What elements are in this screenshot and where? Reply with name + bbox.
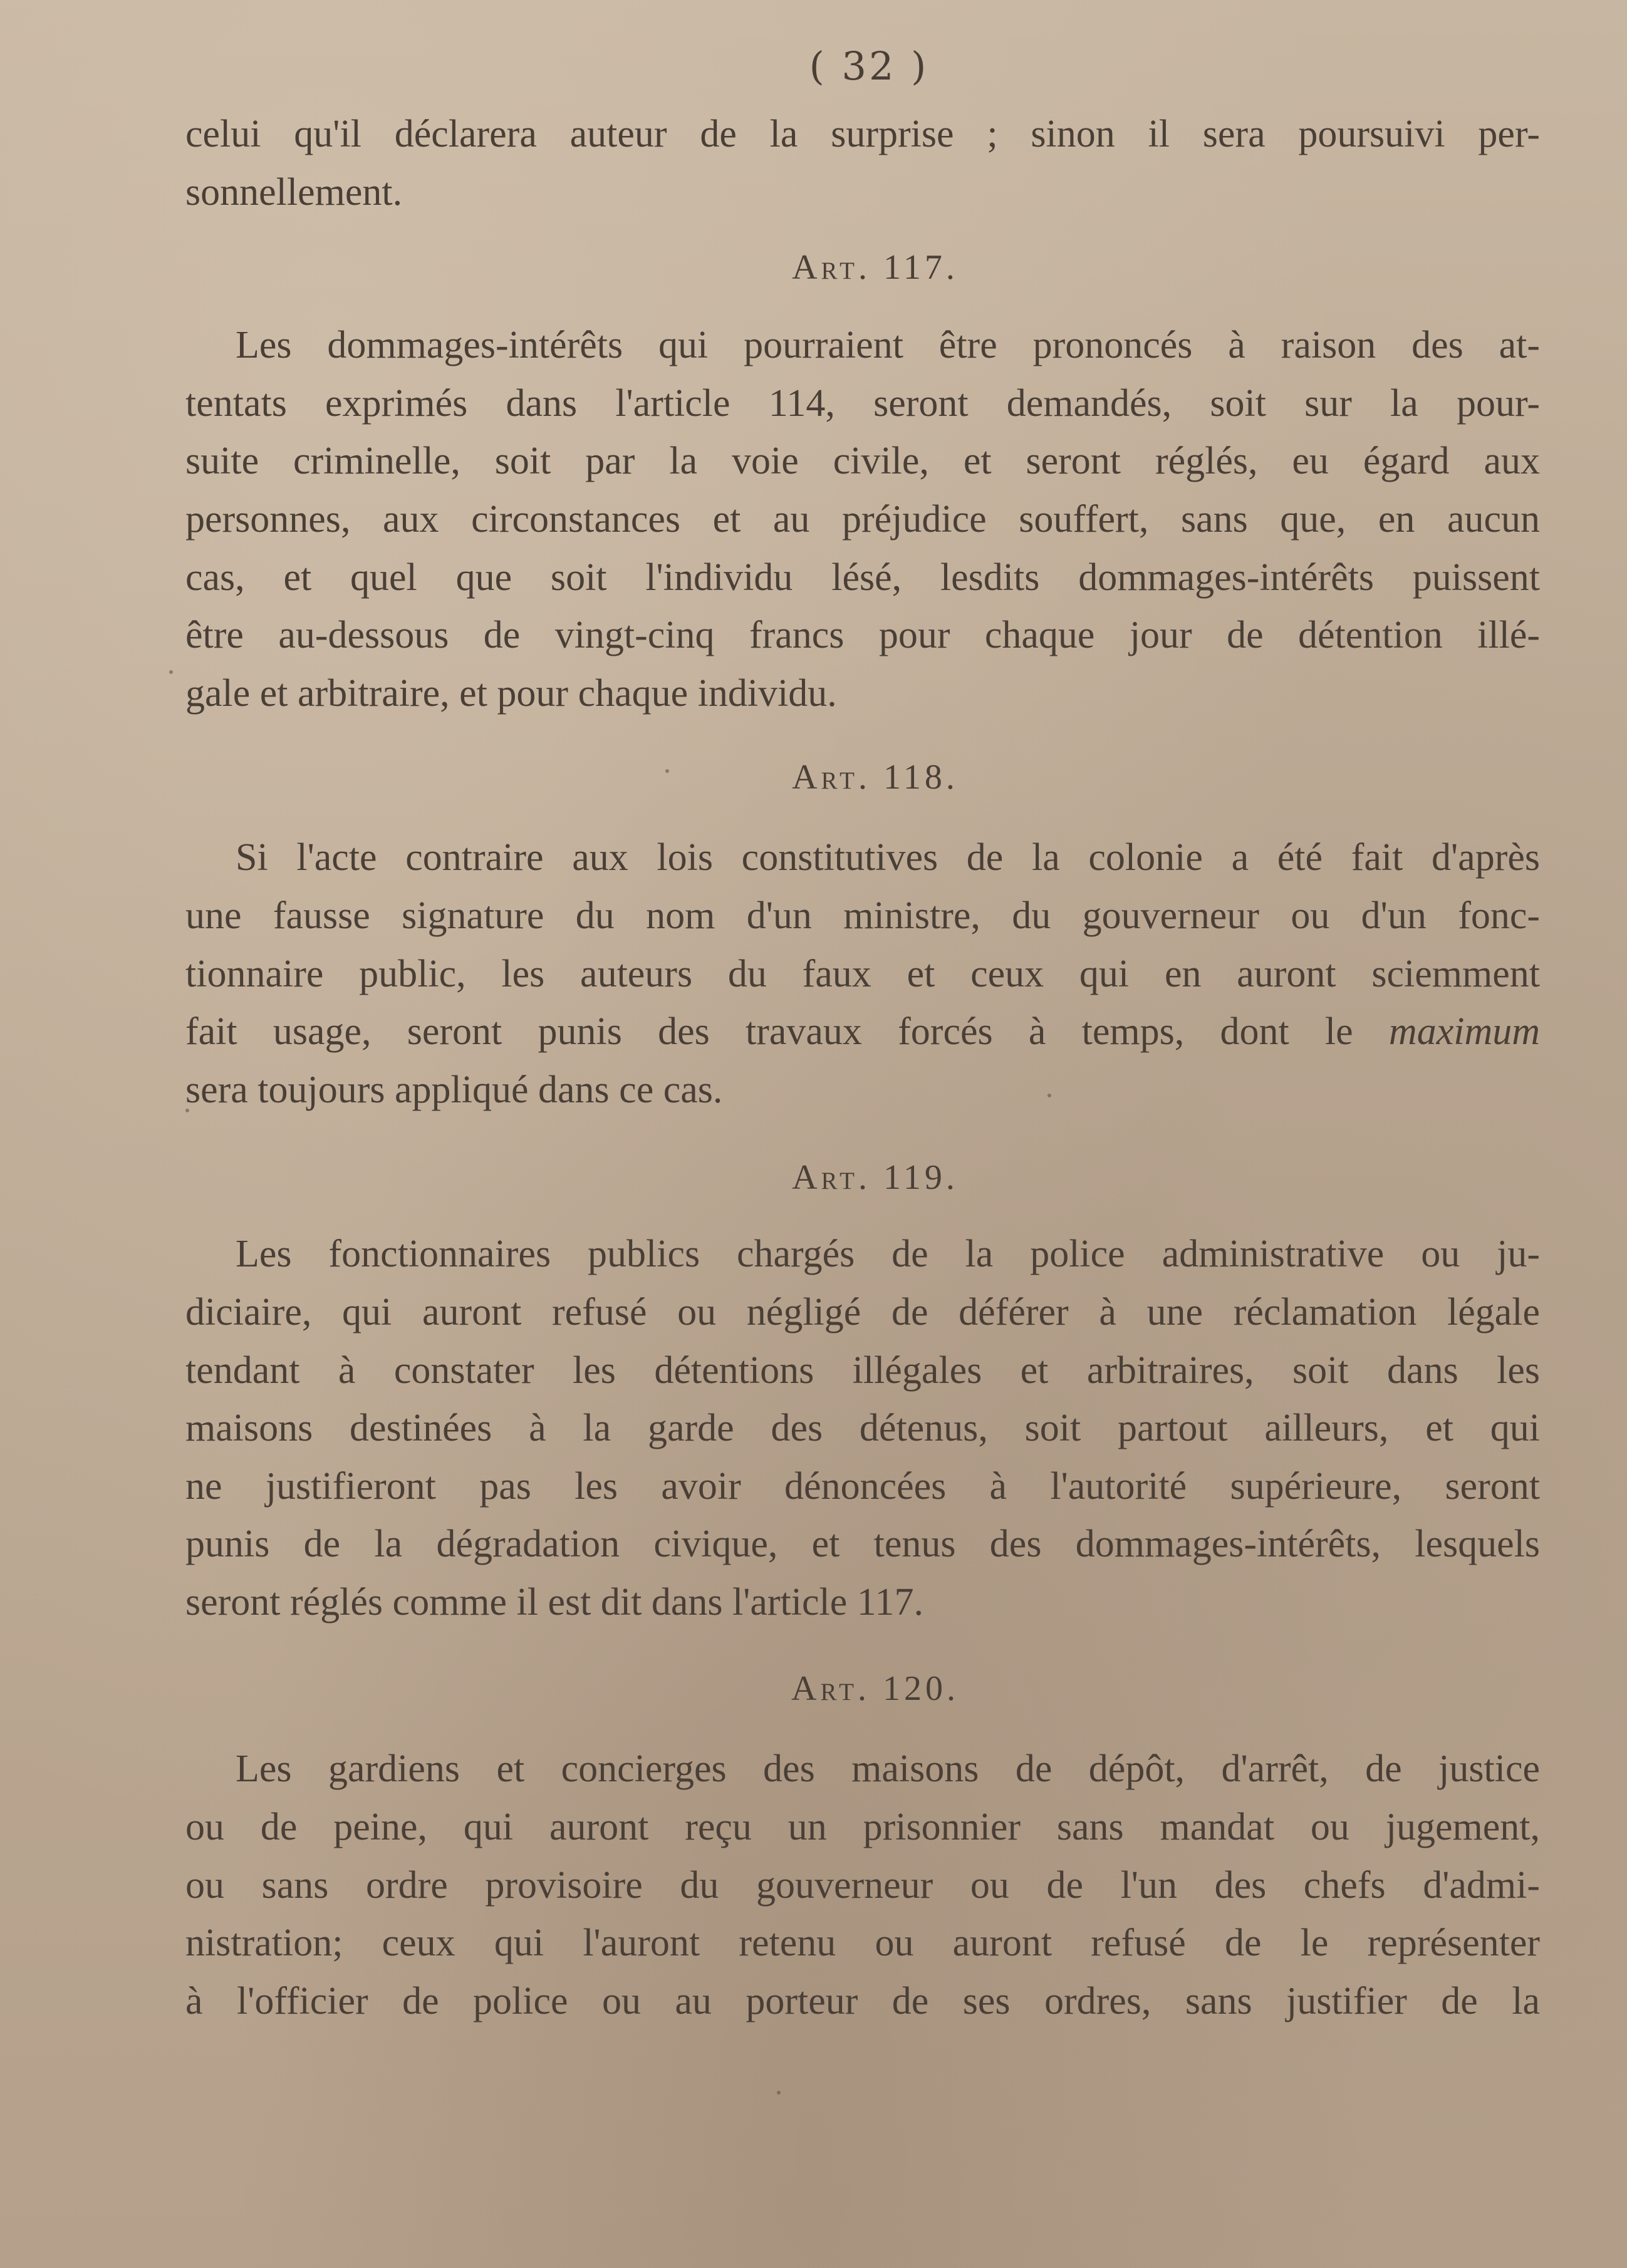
italic-word: maximum xyxy=(1388,1010,1540,1054)
text-line: tentats exprimés dans l'article 114, seront demandés, soit sur la pour- xyxy=(185,381,1540,425)
article-118-text xyxy=(185,829,1540,1119)
ink-speck xyxy=(169,670,173,674)
text-line: seront réglés comme il est dit dans l'article 117. xyxy=(185,1580,923,1623)
text-line: sera toujours appliqué dans ce cas. xyxy=(185,1068,723,1111)
text-line: nistration; ceux qui l'auront retenu ou auront refusé de le représenter xyxy=(185,1922,1540,1965)
text-line: une fausse signature du nom d'un ministre, du gouverneur ou d'un fonc- xyxy=(185,894,1540,937)
ink-speck xyxy=(777,2091,781,2095)
text-line: ne justifieront pas les avoir dénoncées à l'autorité supérieure, seront xyxy=(185,1464,1540,1508)
text-line: Les fonctionnaires publics chargés de la police administrative ou ju- xyxy=(236,1233,1540,1276)
text-line: gale et arbitraire, et pour chaque individu. xyxy=(185,671,837,715)
continuation-paragraph xyxy=(185,105,1540,221)
article-heading-118: Art. 118. xyxy=(792,758,959,797)
article-heading-117: Art. 117. xyxy=(792,248,959,287)
text-line: Les dommages-intérêts qui pourraient être prononcés à raison des at- xyxy=(236,324,1540,367)
text-line: Si l'acte contraire aux lois constitutives de la colonie a été fait d'après xyxy=(236,836,1540,879)
article-119-text xyxy=(185,1225,1540,1631)
text-line: être au-dessous de vingt-cinq francs pour chaque jour de détention illé- xyxy=(185,614,1540,657)
text-line: à l'officier de police ou au porteur de ses ordres, sans justifier de la xyxy=(185,1979,1540,2022)
text-fragment: fait usage, seront punis des travaux forcés à temps, dont le xyxy=(185,1010,1353,1054)
article-heading-120: Art. 120. xyxy=(791,1669,959,1709)
text-line: personnes, aux circonstances et au préjudice souffert, sans que, en aucun xyxy=(185,497,1540,541)
text-line: cas, et quel que soit l'individu lésé, lesdits dommages-intérêts puissent xyxy=(185,556,1540,599)
text-line: celui qu'il déclarera auteur de la surprise ; sinon il sera poursuivi per- xyxy=(185,113,1540,155)
text-line: tendant à constater les détentions illégales et arbitraires, soit dans les xyxy=(185,1349,1540,1392)
article-heading-119: Art. 119. xyxy=(792,1158,959,1198)
text-line: maisons destinées à la garde des détenus, soit partout ailleurs, et qui xyxy=(185,1407,1540,1450)
text-line: ou de peine, qui auront reçu un prisonnier sans mandat ou jugement, xyxy=(185,1806,1540,1849)
text-line: tionnaire public, les auteurs du faux et ceux qui en auront sciemment xyxy=(185,952,1540,995)
text-line: diciaire, qui auront refusé ou négligé de déférer à une réclamation légale xyxy=(185,1290,1540,1333)
text-line: ou sans ordre provisoire du gouverneur ou de l'un des chefs d'admi- xyxy=(185,1863,1540,1907)
text-line-with-italic xyxy=(185,1003,1540,1061)
text-line: Les gardiens et concierges des maisons de dépôt, d'arrêt, de justice xyxy=(236,1748,1540,1791)
text-line: sonnellement. xyxy=(185,170,403,214)
text-line: punis de la dégradation civique, et tenus des dommages-intérêts, lesquels xyxy=(185,1523,1540,1566)
page-number: ( 32 ) xyxy=(809,43,929,89)
text-line: suite criminelle, soit par la voie civile, et seront réglés, eu égard aux xyxy=(185,440,1540,483)
article-117-text xyxy=(185,316,1540,722)
article-120-text xyxy=(185,1740,1540,2030)
page-text xyxy=(185,38,1540,2030)
